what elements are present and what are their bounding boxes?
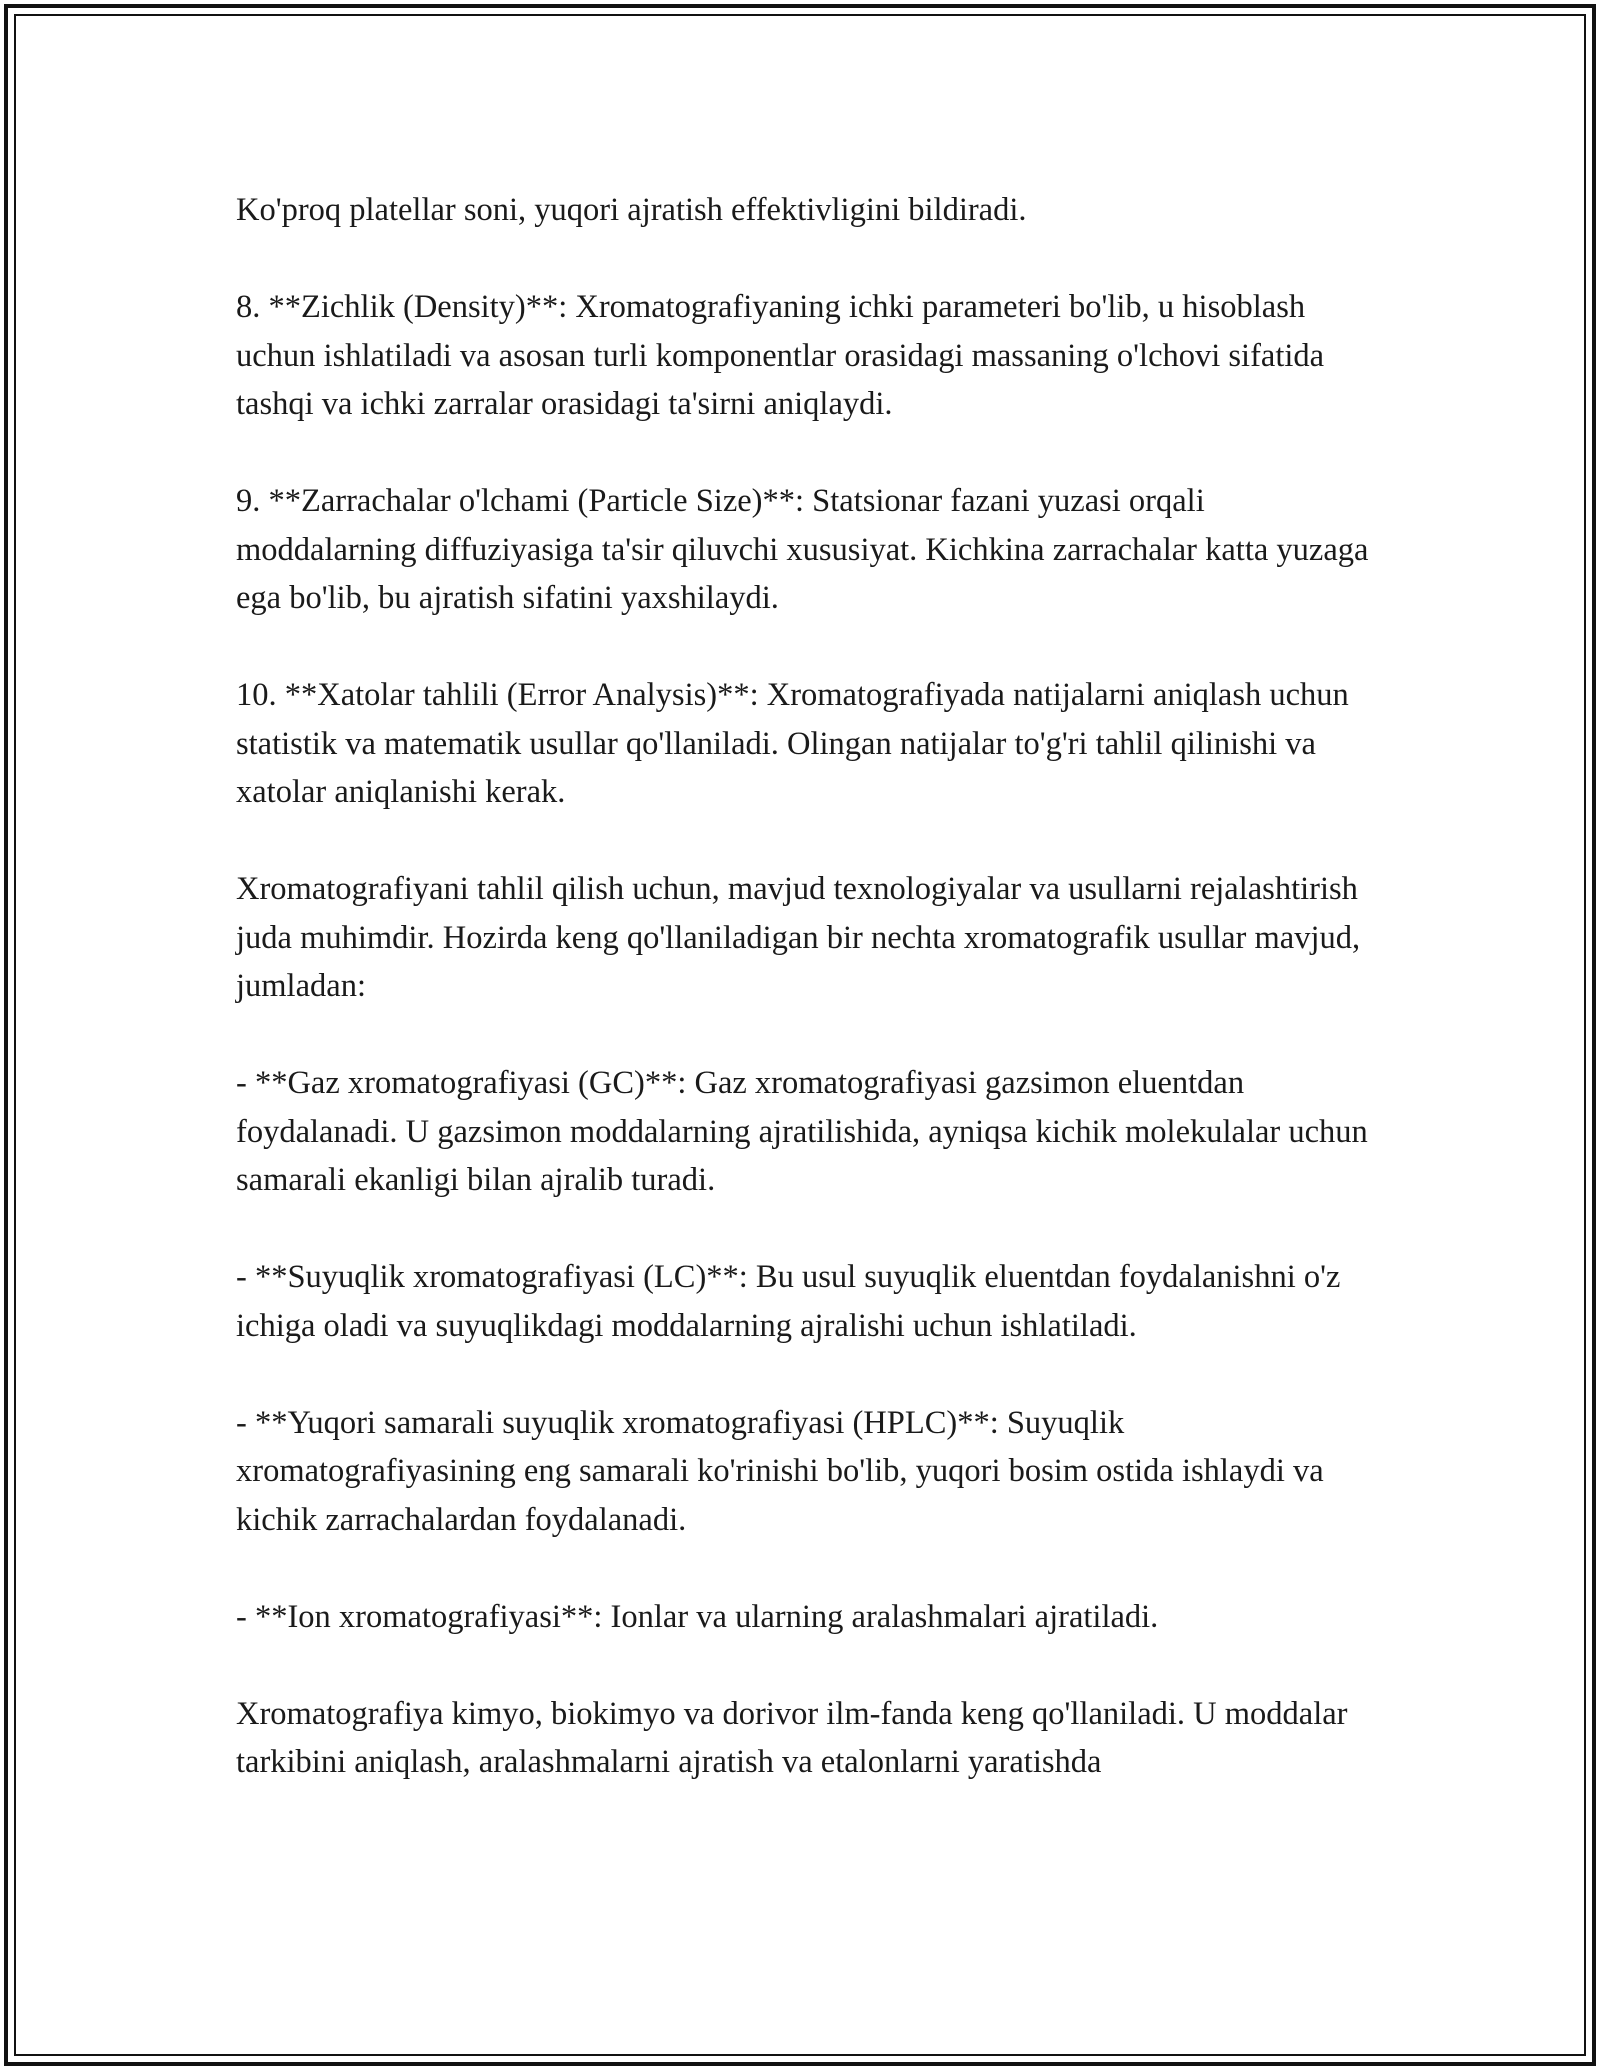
list-item-lc: - **Suyuqlik xromatografiyasi (LC)**: Bu usul suyuqlik eluentdan foydalanishni o'z ichiga oladi va suyuqlikdagi moddalarning ajralishi uchun ishlatiladi. bbox=[236, 1259, 1341, 1344]
paragraph-applications: Xromatografiya kimyo, biokimyo va dorivor ilm-fanda keng qo'llaniladi. U moddalar tarkibini aniqlash, aralashmalarni ajratish va etalonlarni yaratishda bbox=[236, 1695, 1348, 1780]
paragraph-particle-size: 9. **Zarrachalar o'lchami (Particle Size)**: Statsionar fazani yuzasi orqali moddalarning diffuziyasiga ta'sir qiluvchi xususiyat. Kichkina zarrachalar katta yuzaga ega bo'lib, bu ajratish sifatini yaxshilaydi. bbox=[236, 483, 1369, 616]
list-item-ion: - **Ion xromatografiyasi**: Ionlar va ularning aralashmalari ajratiladi. bbox=[236, 1598, 1159, 1635]
paragraph-plates-summary: Ko'proq platellar soni, yuqori ajratish effektivligini bildiradi. bbox=[236, 192, 1027, 228]
list-item-hplc: - **Yuqori samarali suyuqlik xromatografiyasi (HPLC)**: Suyuqlik xromatografiyasining eng samarali ko'rinishi bo'lib, yuqori bosim ostida ishlaydi va kichik zarrachalardan foydalanadi. bbox=[236, 1404, 1324, 1538]
list-item-gc: - **Gaz xromatografiyasi (GC)**: Gaz xromatografiyasi gazsimon eluentdan foydalanadi. U gazsimon moddalarning ajratilishida, ayniqsa kichik molekulalar uchun samarali ekanligi bilan ajralib turadi. bbox=[236, 1065, 1368, 1198]
paragraph-methods-intro: Xromatografiyani tahlil qilish uchun, mavjud texnologiyalar va usullarni rejalashtirish juda muhimdir. Hozirda keng qo'llaniladigan bir nechta xromatografik usullar mavjud, jumladan: bbox=[236, 871, 1361, 1004]
document-body bbox=[236, 186, 1386, 1835]
paragraph-density: 8. **Zichlik (Density)**: Xromatografiyaning ichki parameteri bo'lib, u hisoblash uchun ishlatiladi va asosan turli komponentlar orasidagi massaning o'lchovi sifatida tashqi va ichki zarralar orasidagi ta'sirni aniqlaydi. bbox=[236, 289, 1325, 422]
paragraph-error-analysis: 10. **Xatolar tahlili (Error Analysis)**: Xromatografiyada natijalarni aniqlash uchun statistik va matematik usullar qo'llaniladi. Olingan natijalar to'g'ri tahlil qilinishi va xatolar aniqlanishi kerak. bbox=[236, 677, 1349, 810]
